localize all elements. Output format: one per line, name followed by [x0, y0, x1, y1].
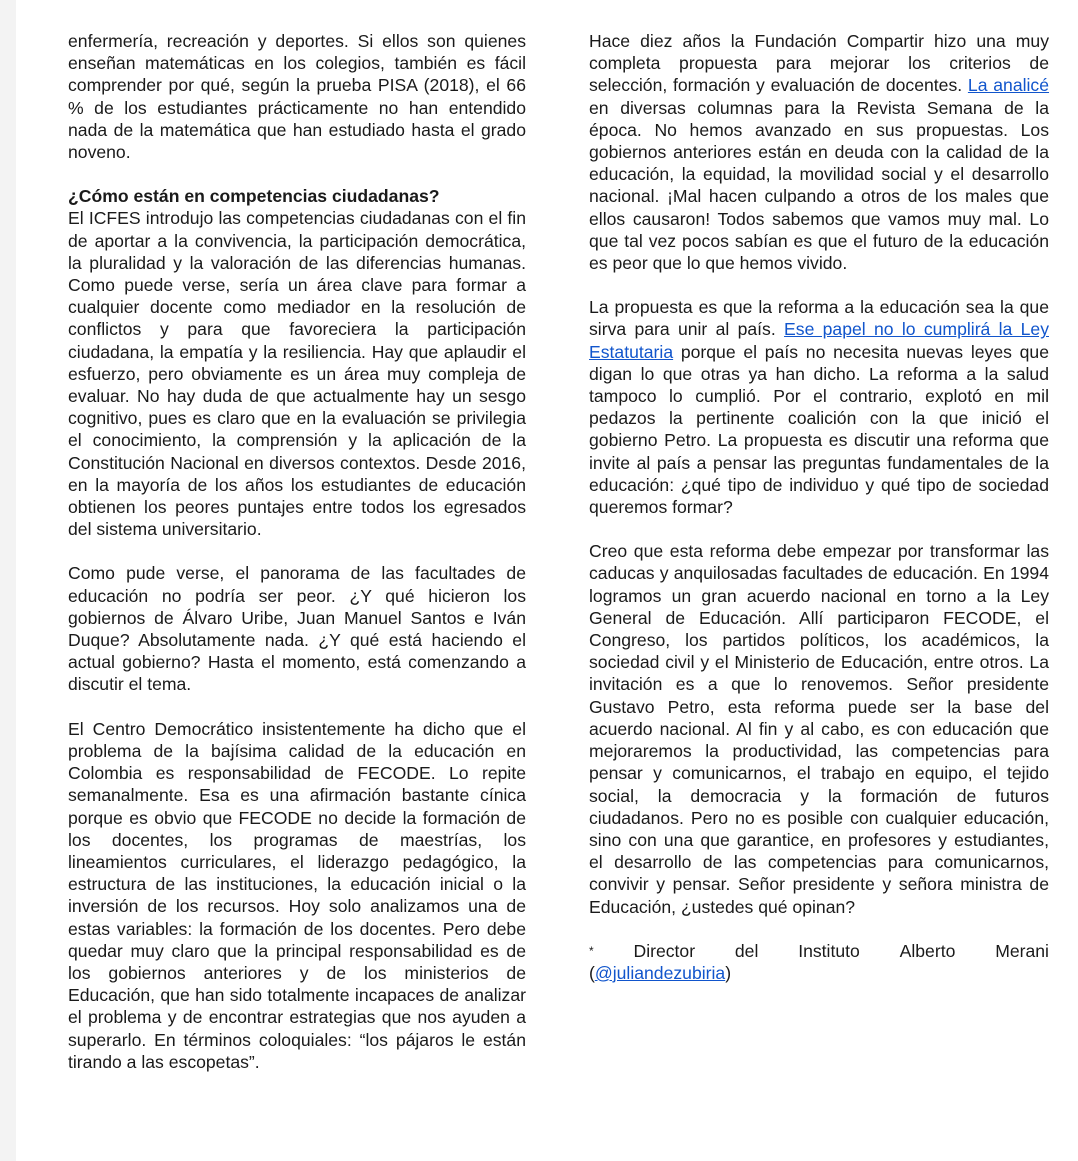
page-edge [0, 0, 16, 1161]
handle-open-paren: ( [589, 962, 595, 983]
sig-word-3: Instituto [798, 940, 860, 961]
left-paragraph-4: El Centro Democrático insistentemente ha dicho que el problema de la bajísima calidad de la educación en Colombia es responsabilidad de FECODE. Lo repite semanalmente. Esa es una afirmación bastante cínica porque es obvio que FECODE no decide la formación de los docentes, los programas de maestrías, los lineamientos curriculares, el liderazgo pedagógico, la estructura de las instituciones, la educación inicial o la inversión de los recursos. Hoy solo analizamos una de estas variables: la formación de los docentes. Pero debe quedar muy claro que la principal responsabilidad es de los gobiernos anteriores y de los ministerios de Educación, que han sido totalmente incapaces de analizar el problema y de encontrar estrategias que nos ayuden a superarlo. En términos coloquiales: “los pájaros le están tirando a las escopetas”. [68, 718, 526, 1072]
section-heading: ¿Cómo están en competencias ciudadanas? [68, 186, 440, 207]
sig-word-1: Director [633, 940, 696, 961]
right-paragraph-3: Creo que esta reforma debe empezar por transformar las caducas y anquilosadas facultades de educación. En 1994 logramos un gran acuerdo nacional en torno a la Ley General de Educación. Allí participaron FECODE, el Congreso, los partidos políticos, los académicos, la sociedad civil y el Ministerio de Educación, entre otros. La invitación es a que lo renovemos. Señor presidente Gustavo Petro, esta reforma puede ser la base del acuerdo nacional. Al fin y al cabo, es con educación que mejoraremos la productividad, las competencias para pensar y comunicarnos, el trabajo en equipo, el tejido social, la democracia y la formación de futuros ciudadanos. Pero no es posible con cualquier educación, sino con una que garantice, en profesores y estudiantes, el desarrollo de las competencias para comunicarnos, convivir y pensar. Señor presidente y señora ministra de Educación, ¿ustedes qué opinan? [589, 541, 1049, 917]
analice-link[interactable]: La analicé [967, 75, 1050, 96]
author-handle-line [589, 962, 1049, 984]
left-paragraph-1: enfermería, recreación y deportes. Si ellos son quienes enseñan matemáticas en los colegios, también es fácil comprender por qué, según la prueba PISA (2018), el 66 % de los estudiantes prácticamente no han entendido nada de la matemática que han estudiado hasta el grado noveno. [68, 31, 526, 163]
left-paragraph-3: Como pude verse, el panorama de las facultades de educación no podría ser peor. ¿Y qué hicieron los gobiernos de Álvaro Uribe, Juan Manuel Santos e Iván Duque? Absolutamente nada. ¿Y qué está haciendo el actual gobierno? Hasta el momento, está comenzando a discutir el tema. [68, 563, 526, 695]
left-paragraph-2: El ICFES introdujo las competencias ciudadanas con el fin de aportar a la convivencia, la participación democrática, la pluralidad y la valoración de las diferencias humanas. Como puede verse, sería un área clave para formar a cualquier docente como mediador en la resolución de conflictos y para que favoreciera la participación ciudadana, la empatía y la resiliencia. Hay que aplaudir el esfuerzo, pero obviamente es un área muy compleja de evaluar. No hay duda de que actualmente hay un sesgo cognitivo, pues es claro que en la evaluación se privilegia el conocimiento, la comprensión y la aplicación de la Constitución Nacional en diversos contextos. Desde 2016, en la mayoría de los años los estudiantes de educación obtienen los peores puntajes entre todos los egresados del sistema universitario. [68, 208, 526, 540]
right-p1-text-a: Hace diez años la Fundación Compartir hizo una muy completa propuesta para mejorar los criterios de selección, formación y evaluación de docentes. [589, 31, 1049, 96]
footnote-star: * [589, 943, 594, 958]
handle-close-paren: ) [725, 962, 732, 983]
left-column [68, 30, 526, 1073]
right-p2-text-a: La propuesta es que la reforma a la educación sea la que sirva para unir al país. [589, 297, 1049, 340]
ley-estatutaria-link[interactable]: Ese papel no lo cumplirá la Ley Estatutaria [589, 319, 1049, 362]
sig-word-4: Alberto [899, 940, 956, 961]
twitter-handle-link[interactable]: @juliandezubiria [594, 962, 726, 983]
right-column [589, 30, 1049, 984]
sig-word-2: del [734, 940, 759, 961]
right-paragraph-2 [589, 296, 1049, 518]
right-p1-text-b: en diversas columnas para la Revista Semana de la época. No hemos avanzado en sus propuestas. Los gobiernos anteriores están en deuda con la calidad de la educación, la equidad, la movilidad social y el desarrollo nacional. ¡Mal hacen culpando a otros de los males que ellos causaron! Todos sabemos que vamos muy mal. Lo que tal vez pocos sabían es que el futuro de la educación es peor que lo que hemos vivido. [589, 97, 1049, 274]
sig-word-5: Merani [995, 940, 1049, 961]
right-p2-text-b: porque el país no necesita nuevas leyes que digan lo que otras ya han dicho. La reforma a la salud tampoco lo cumplió. Por el contrario, explotó en mil pedazos la pertinente coalición con la que inició el gobierno Petro. La propuesta es discutir una reforma que invite al país a pensar las preguntas fundamentales de la educación: ¿qué tipo de individuo y qué tipo de sociedad queremos formar? [589, 341, 1049, 518]
right-paragraph-1 [589, 30, 1049, 274]
author-signature [589, 940, 1049, 962]
